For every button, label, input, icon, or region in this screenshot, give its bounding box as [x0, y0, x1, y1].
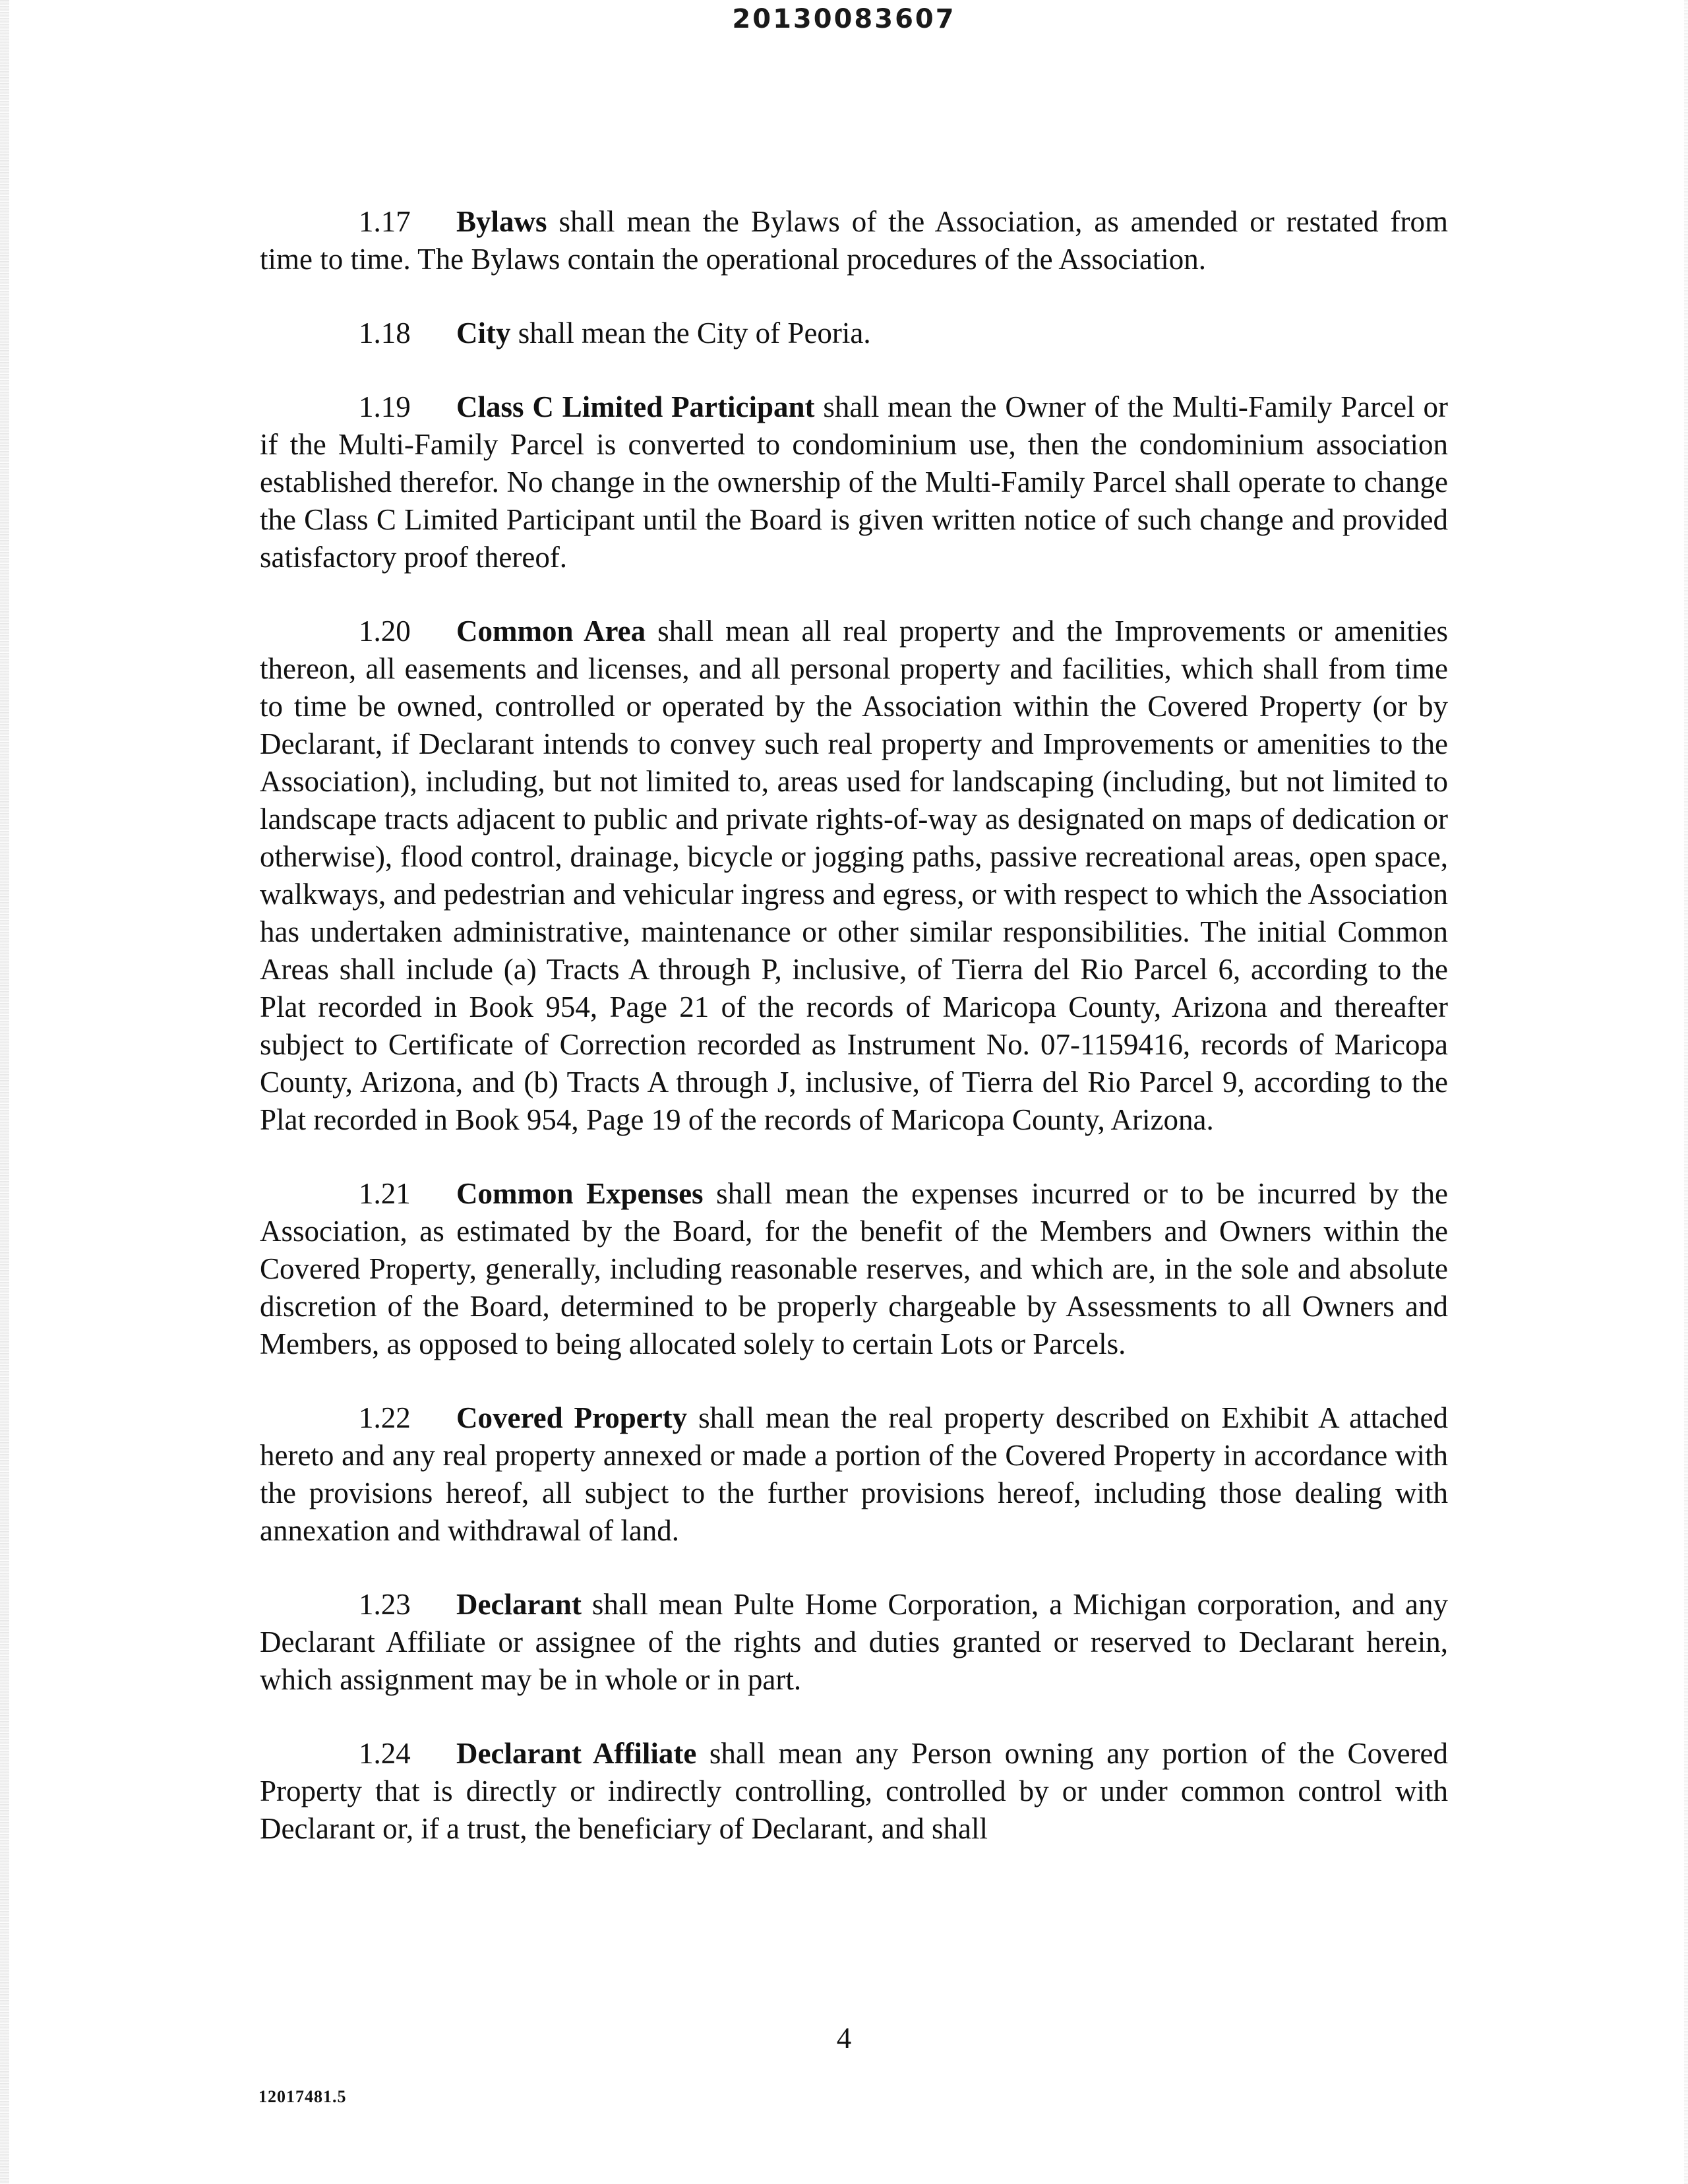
definition-1-18	[260, 315, 1448, 352]
document-id: 12017481.5	[258, 2087, 347, 2106]
definition-term: Covered Property	[456, 1401, 688, 1434]
definition-term: City	[456, 317, 511, 349]
definition-term: Declarant Affiliate	[456, 1737, 697, 1770]
definition-number: 1.21	[359, 1177, 411, 1210]
definition-1-23	[260, 1586, 1448, 1699]
definition-term: Class C Limited Participant	[456, 390, 815, 423]
definition-number: 1.22	[359, 1401, 411, 1434]
definition-text: shall mean the City of Peoria.	[510, 317, 871, 349]
definition-1-22	[260, 1399, 1448, 1550]
page-number: 4	[836, 2022, 852, 2055]
definition-text: shall mean Pulte Home Corporation, a Michigan corporation, and any Declarant Affiliate or assignee of the rights and duties granted or reserved to Declarant herein, which assignment may be in whole or in part.	[260, 1588, 1448, 1696]
definition-1-24	[260, 1735, 1448, 1848]
definition-1-17	[260, 203, 1448, 278]
definition-text: shall mean the real property described on Exhibit A attached hereto and any real property annexed or made a portion of the Covered Property in accordance with the provisions hereof, all subject to the further provisions hereof, including those dealing with annexation and withdrawal of land.	[260, 1401, 1449, 1547]
definition-1-20	[260, 613, 1448, 1139]
definition-1-19	[260, 388, 1448, 576]
scan-edge-left	[0, 0, 9, 2184]
definition-term: Common Area	[456, 615, 646, 648]
definition-term: Bylaws	[456, 205, 547, 238]
definition-text: shall mean the Owner of the Multi-Family Parcel or if the Multi-Family Parcel is converted to condominium use, then the condominium association established therefor. No change in the ownership of the Multi-Family Parcel shall operate to change the Class C Limited Participant until the Board is given written notice of such change and provided satisfactory proof thereof.	[260, 390, 1448, 574]
definition-number: 1.20	[359, 615, 411, 648]
definition-text: shall mean the expenses incurred or to be incurred by the Association, as estimated by the Board, for the benefit of the Members and Owners within the Covered Property, generally, including reasonable reserves, and which are, in the sole and absolute discretion of the Board, determined to be properly chargeable by Assessments to all Owners and Members, as opposed to being allocated solely to certain Lots or Parcels.	[260, 1177, 1448, 1360]
definition-text: shall mean the Bylaws of the Association, as amended or restated from time to time. The Bylaws contain the operational procedures of the Association.	[260, 205, 1448, 276]
scan-edge-right	[1684, 0, 1688, 2184]
definition-number: 1.17	[359, 205, 411, 238]
definition-number: 1.24	[359, 1737, 411, 1770]
definitions-body	[260, 203, 1448, 1884]
definition-number: 1.18	[359, 317, 411, 349]
definition-text: shall mean all real property and the Improvements or amenities thereon, all easements and licenses, and all personal property and facilities, which shall from time to time be owned, controlled or operated by the Association within the Covered Property (or by Declarant, if Declarant intends to convey such real property and Improvements or amenities to the Association), including, but not limited to, areas used for landscaping (including, but not limited to landscape tracts adjacent to public and private rights-of-way as designated on maps of dedication or otherwise), flood control, drainage, bicycle or jogging paths, passive recreational areas, open space, walkways, and pedestrian and vehicular ingress and egress, or with respect to which the Association has undertaken administrative, maintenance or other similar responsibilities. The initial Common Areas shall include (a) Tracts A through P, inclusive, of Tierra del Rio Parcel 6, according to the Plat recorded in Book 954, Page 21 of the records of Maricopa County, Arizona and thereafter subject to Certificate of Correction recorded as Instrument No. 07-1159416, records of Maricopa County, Arizona, and (b) Tracts A through J, inclusive, of Tierra del Rio Parcel 9, according to the Plat recorded in Book 954, Page 19 of the records of Maricopa County, Arizona.	[260, 615, 1448, 1136]
definition-term: Common Expenses	[456, 1177, 704, 1210]
definition-number: 1.23	[359, 1588, 411, 1621]
definition-number: 1.19	[359, 390, 411, 423]
definition-term: Declarant	[456, 1588, 582, 1621]
definition-text: shall mean any Person owning any portion of the Covered Property that is directly or indirectly controlling, controlled by or under common control with Declarant or, if a trust, the beneficiary of Declarant, and shall	[260, 1737, 1448, 1845]
definition-1-21	[260, 1175, 1448, 1363]
recording-number: 20130083607	[732, 4, 956, 34]
